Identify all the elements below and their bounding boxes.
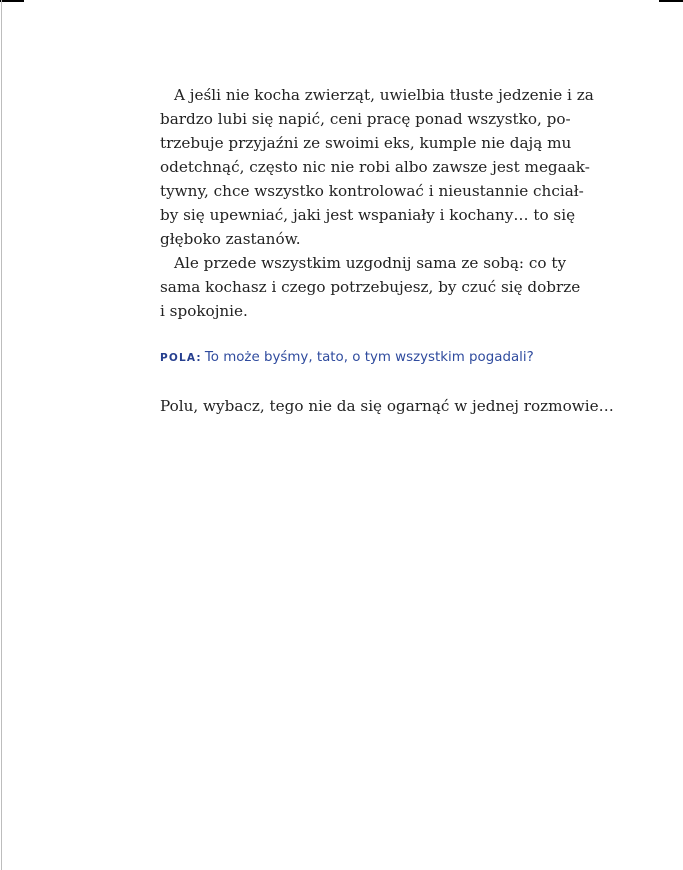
page-edge [1, 0, 2, 870]
paragraph-line: A jeśli nie kocha zwierząt, uwielbia tłuste jedzenie i za [174, 86, 594, 104]
reply-text: Polu, wybacz, tego nie da się ogarnąć w jednej rozmowie… [160, 397, 614, 415]
crop-mark-right [659, 0, 683, 2]
paragraph-line: by się upewniać, jaki jest wspaniały i kochany… to się [160, 206, 576, 224]
paragraph-line: odetchnąć, często nic nie robi albo zawsze jest megaak- [160, 158, 590, 176]
crop-mark-left [0, 0, 24, 2]
paragraph-line: i spokojnie. [160, 302, 248, 320]
speaker-label: POLA: [160, 352, 202, 364]
paragraph-line: tywny, chce wszystko kontrolować i nieustannie chciał- [160, 182, 584, 200]
paragraph-1 [160, 83, 594, 251]
dialogue-text: To może byśmy, tato, o tym wszystkim pogadali? [204, 350, 534, 365]
paragraph-line: głęboko zastanów. [160, 230, 301, 248]
paragraph-2 [160, 251, 581, 323]
dialogue-line [160, 346, 580, 370]
paragraph-line: trzebuje przyjaźni ze swoimi eks, kumple nie dają mu [160, 134, 572, 152]
paragraph-line: bardzo lubi się napić, ceni pracę ponad wszystko, po- [160, 110, 571, 128]
paragraph-line: Ale przede wszystkim uzgodnij sama ze sobą: co ty [174, 254, 567, 272]
paragraph-line: sama kochasz i czego potrzebujesz, by czuć się dobrze [160, 278, 581, 296]
body-text [160, 83, 594, 323]
